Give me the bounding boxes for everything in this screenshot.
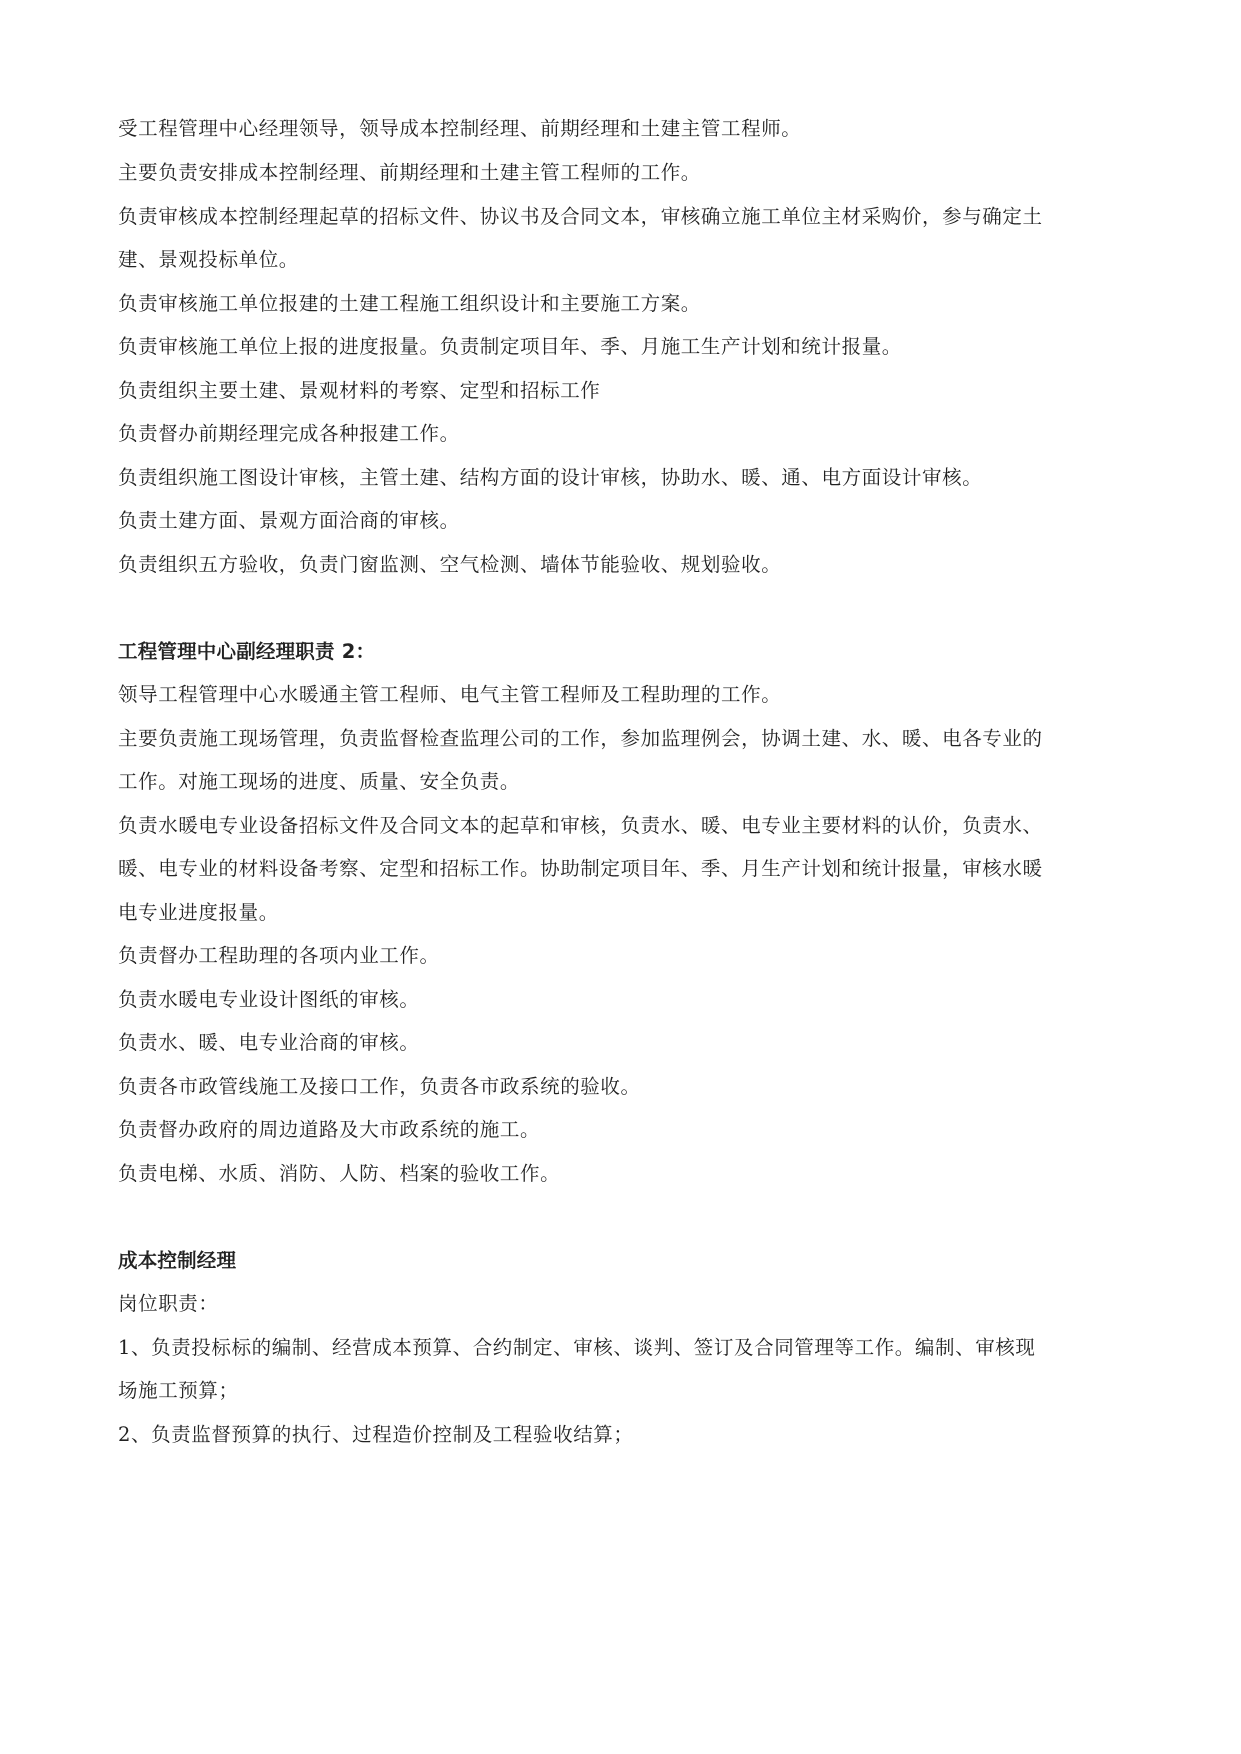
paragraph-line: 领导工程管理中心水暖通主管工程师、电气主管工程师及工程助理的工作。: [118, 683, 782, 706]
paragraph-line: 岗位职责：: [118, 1292, 219, 1315]
paragraph-line: 负责电梯、水质、消防、人防、档案的验收工作。: [118, 1162, 561, 1185]
paragraph-line: 负责组织主要土建、景观材料的考察、定型和招标工作: [118, 379, 601, 402]
paragraph-line: 负责审核成本控制经理起草的招标文件、协议书及合同文本，审核确立施工单位主材采购价，参与确定土: [118, 205, 1043, 228]
section-heading: 成本控制经理: [118, 1249, 237, 1272]
paragraph-line: 负责水、暖、电专业洽商的审核。: [118, 1031, 420, 1054]
paragraph-line: 场施工预算；: [118, 1379, 239, 1402]
paragraph-line: 暖、电专业的材料设备考察、定型和招标工作。协助制定项目年、季、月生产计划和统计报量，审核水暖: [118, 857, 1043, 880]
paragraph-line: 1、负责投标标的编制、经营成本预算、合约制定、审核、谈判、签订及合同管理等工作。编制、审核现: [118, 1336, 1036, 1359]
paragraph-line: 负责组织五方验收，负责门窗监测、空气检测、墙体节能验收、规划验收。: [118, 553, 782, 576]
paragraph-line: 负责水暖电专业设计图纸的审核。: [118, 988, 420, 1011]
paragraph-line: 负责各市政管线施工及接口工作，负责各市政系统的验收。: [118, 1075, 641, 1098]
paragraph-line: 工作。对施工现场的进度、质量、安全负责。: [118, 770, 521, 793]
paragraph-line: 受工程管理中心经理领导，领导成本控制经理、前期经理和土建主管工程师。: [118, 117, 802, 140]
paragraph-line: 负责审核施工单位上报的进度报量。负责制定项目年、季、月施工生产计划和统计报量。: [118, 335, 902, 358]
section-heading: 工程管理中心副经理职责 2：: [118, 640, 376, 663]
paragraph-line: 负责审核施工单位报建的土建工程施工组织设计和主要施工方案。: [118, 292, 701, 315]
paragraph-line: 电专业进度报量。: [118, 901, 279, 924]
paragraph-line: 负责组织施工图设计审核，主管土建、结构方面的设计审核，协助水、暖、通、电方面设计审核。: [118, 466, 983, 489]
paragraph-line: 主要负责安排成本控制经理、前期经理和土建主管工程师的工作。: [118, 161, 701, 184]
paragraph-line: 负责督办政府的周边道路及大市政系统的施工。: [118, 1118, 541, 1141]
paragraph-line: 负责土建方面、景观方面洽商的审核。: [118, 509, 460, 532]
paragraph-line: 负责督办前期经理完成各种报建工作。: [118, 422, 460, 445]
paragraph-line: 负责督办工程助理的各项内业工作。: [118, 944, 440, 967]
paragraph-line: 负责水暖电专业设备招标文件及合同文本的起草和审核，负责水、暖、电专业主要材料的认价，负责水、: [118, 814, 1043, 837]
paragraph-line: 2、负责监督预算的执行、过程造价控制及工程验收结算；: [118, 1423, 634, 1446]
paragraph-line: 主要负责施工现场管理，负责监督检查监理公司的工作，参加监理例会，协调土建、水、暖、电各专业的: [118, 727, 1043, 750]
paragraph-line: 建、景观投标单位。: [118, 248, 299, 271]
